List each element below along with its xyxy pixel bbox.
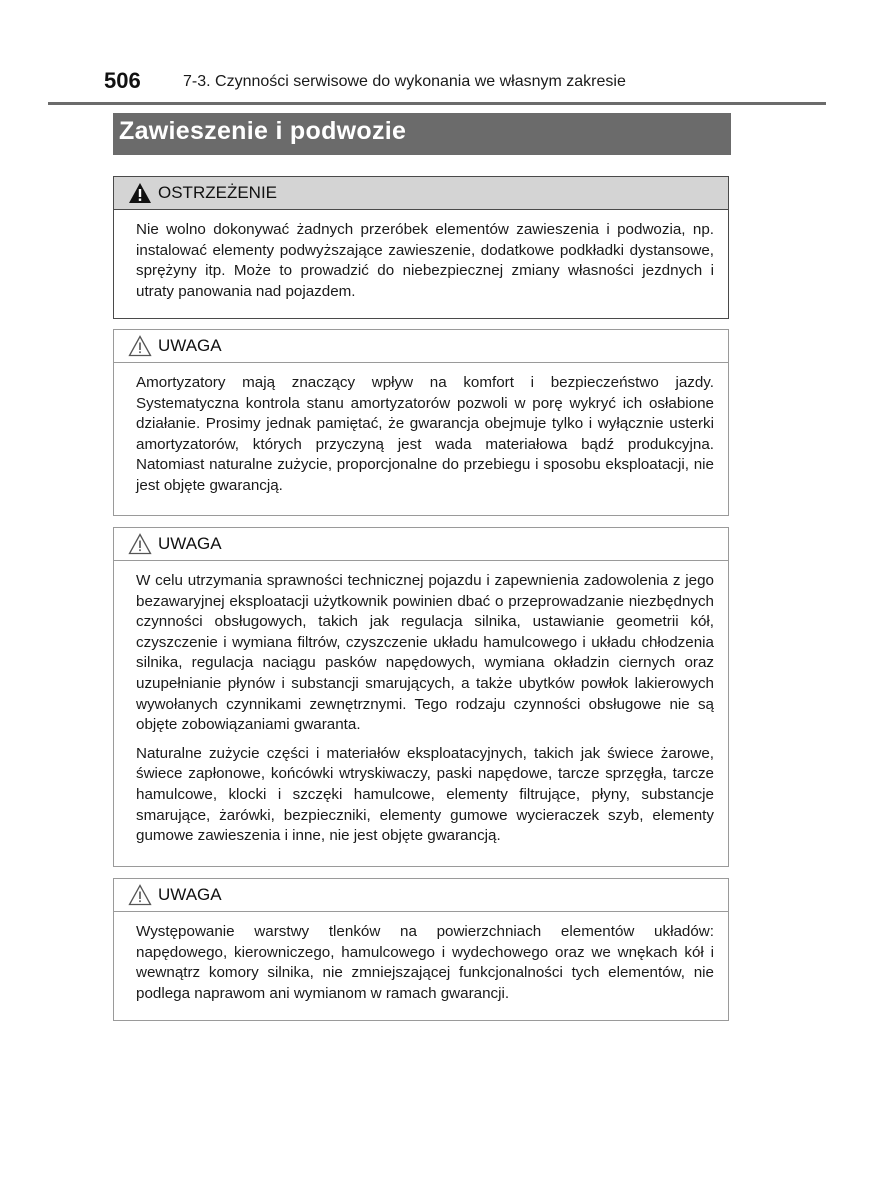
section-title: Zawieszenie i podwozie	[119, 117, 407, 145]
caution-paragraph: Naturalne zużycie części i materiałów eksploatacyjnych, takich jak świece żarowe, świece zapłonowe, końcówki wtryskiwaczy, paski napędowe, tarcze sprzęgła, tarcze hamulcowe, klocki i szczęki hamulcowe, elementy filtrujące, płyny, substancje smarujące, żarówki, bezpieczniki, elementy gumowe wycieraczek szyb, elementy gumowe zawieszenia i inne, nie jest objęte gwarancją.	[136, 744, 714, 845]
caution-box	[113, 878, 729, 1021]
caution-header	[114, 528, 728, 561]
caution-box	[113, 329, 729, 516]
chapter-title: 7-3. Czynności serwisowe do wykonania we własnym zakresie	[183, 73, 626, 90]
warning-paragraph: Nie wolno dokonywać żadnych przeróbek elementów zawieszenia i podwozia, np. instalować elementy podwyższające zawieszenie, dodatkowe podkładki dystansowe, sprężyny itp. Może to prowadzić do niebezpiecznej zmiany własności jezdnych i utraty panowania nad pojazdem.	[136, 221, 714, 300]
caution-body	[114, 912, 728, 1016]
caution-body	[114, 363, 728, 509]
caution-header	[114, 330, 728, 363]
warning-triangle-outline-icon	[128, 533, 152, 555]
warning-body	[114, 210, 728, 314]
caution-paragraph: Występowanie warstwy tlenków na powierzchniach elementów układów: napędowego, kierowniczego, hamulcowego i wydechowego oraz we wnękach kół i wewnątrz komory silnika, nie zmniejszającej funkcjonalności tych elementów, nie podlega naprawom ani wymianom w ramach gwarancji.	[136, 923, 714, 1002]
warning-box	[113, 176, 729, 319]
warning-label: OSTRZEŻENIE	[158, 183, 278, 202]
page-number: 506	[104, 68, 141, 93]
caution-paragraph: W celu utrzymania sprawności technicznej pojazdu i zapewnienia zadowolenia z jego bezawaryjnej eksploatacji użytkownik powinien dbać o przeprowadzanie niezbędnych czynności obsługowych, takich jak regulacja silnika, ustawianie geometrii kół, czyszczenie i wymiana filtrów, czyszczenie układu hamulcowego i układu chłodzenia silnika, regulacja naciągu pasków napędowych, wymiana okładzin ciernych oraz uzupełnianie płynów i substancji smarujących, a także ubytków powłok lakierowych wywołanych czynnikami zewnętrznymi. Tego rodzaju czynności obsługowe nie są objęte zobowiązaniami gwaranta.	[136, 572, 714, 734]
section-title-bar	[113, 113, 731, 155]
page-header	[48, 68, 826, 105]
warning-triangle-outline-icon	[128, 335, 152, 357]
caution-label: UWAGA	[158, 336, 222, 355]
warning-header	[114, 177, 728, 210]
caution-box	[113, 527, 729, 867]
warning-triangle-filled-icon	[128, 182, 152, 204]
caution-header	[114, 879, 728, 912]
warning-triangle-outline-icon	[128, 884, 152, 906]
caution-label: UWAGA	[158, 534, 222, 553]
caution-paragraph: Amortyzatory mają znaczący wpływ na komfort i bezpieczeństwo jazdy. Systematyczna kontrola stanu amortyzatorów pozwoli w porę wykryć ich osłabione działanie. Prosimy jednak pamiętać, że gwarancja obejmuje tylko i wyłącznie usterki amortyzatorów, których przyczyną jest wada materiałowa bądź produkcyjna. Natomiast naturalne zużycie, proporcjonalne do przebiegu i sposobu eksploatacji, nie jest objęte gwarancją.	[136, 374, 714, 494]
caution-body	[114, 561, 728, 859]
caution-label: UWAGA	[158, 885, 222, 904]
